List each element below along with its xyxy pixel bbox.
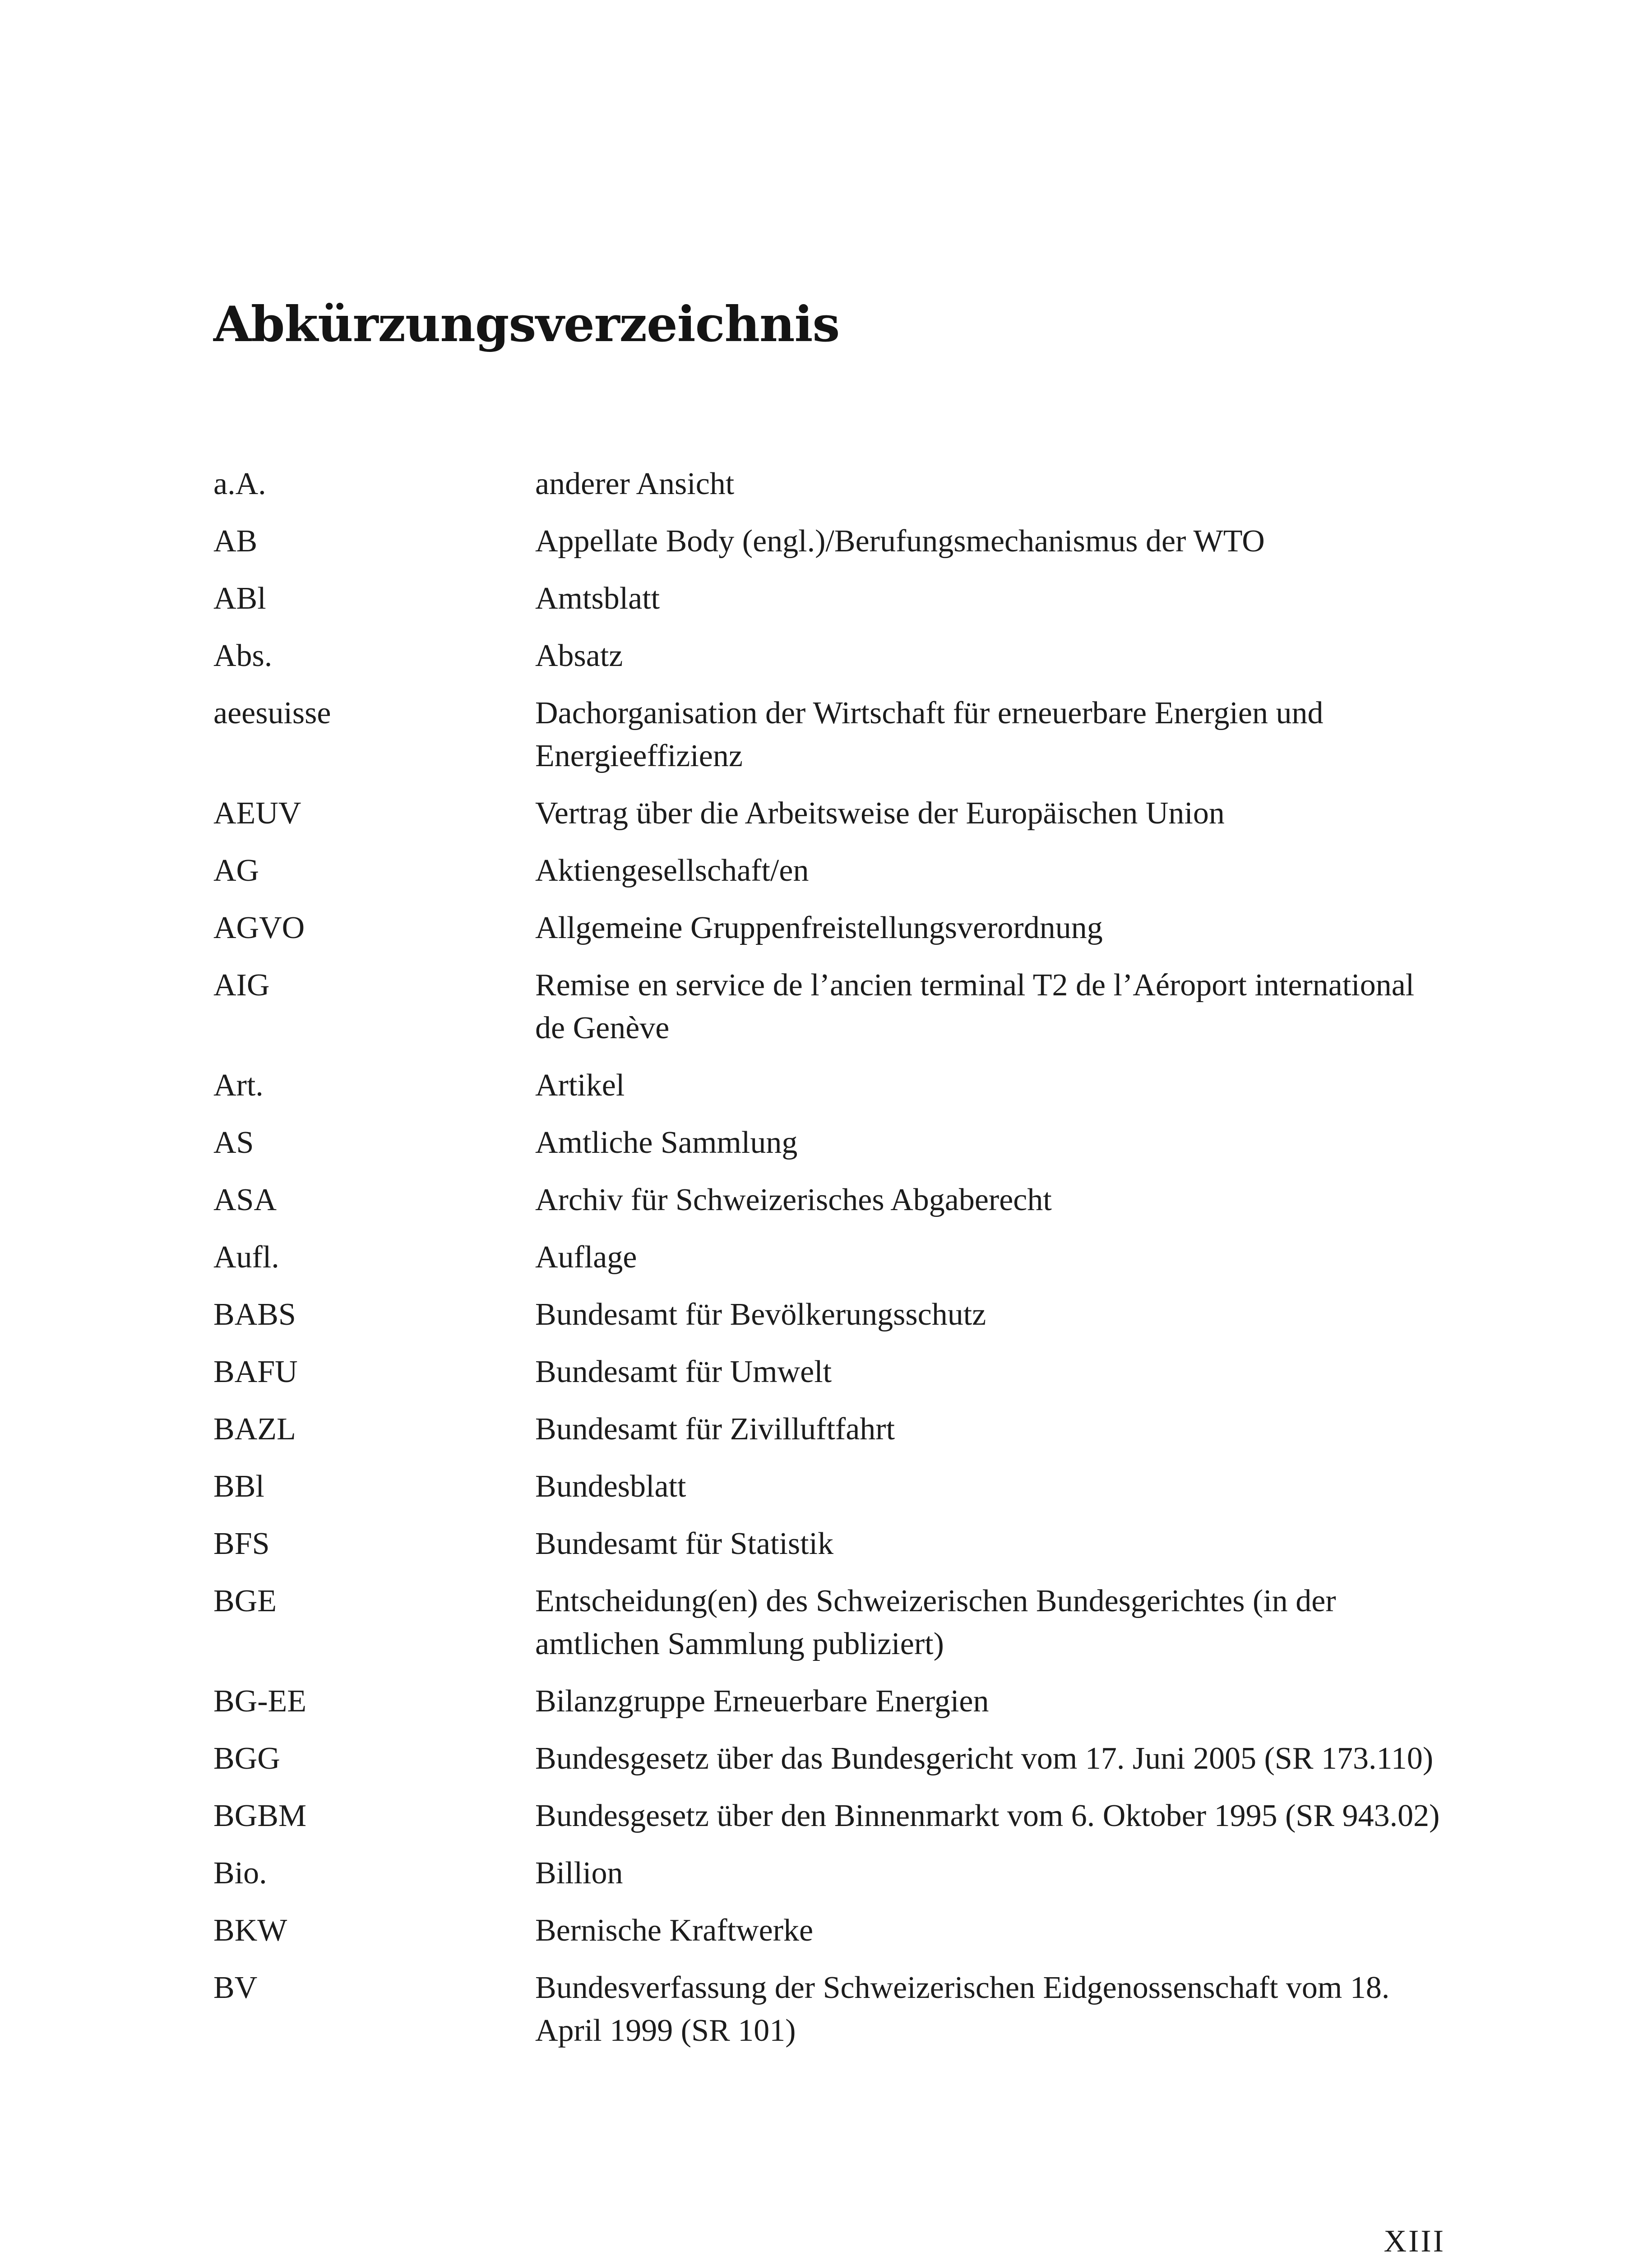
- abbreviation: BAFU: [213, 1355, 298, 1389]
- abbreviation: AG: [213, 853, 259, 888]
- list-item: [213, 1293, 1445, 1336]
- abbreviation: AS: [213, 1125, 254, 1160]
- list-item: [213, 1737, 1445, 1780]
- definition: Allgemeine Gruppenfreistellungsverordnung: [535, 911, 1103, 945]
- abbreviation: ASA: [213, 1183, 277, 1217]
- list-item: [213, 792, 1445, 835]
- list-item: [213, 1121, 1445, 1164]
- list-item: [213, 906, 1445, 949]
- definition: Bundesgesetz über den Binnenmarkt vom 6. Oktober 1995 (SR 943.02): [535, 1798, 1440, 1833]
- definition: Bundesamt für Umwelt: [535, 1355, 832, 1389]
- abbreviation: BKW: [213, 1913, 287, 1948]
- abbreviation: BGBM: [213, 1798, 307, 1833]
- definition: Amtsblatt: [535, 581, 660, 616]
- list-item: [213, 1909, 1445, 1952]
- abbreviation: AEUV: [213, 796, 301, 831]
- list-item: [213, 1350, 1445, 1393]
- abbreviation: BV: [213, 1970, 258, 2005]
- abbreviation: aeesuisse: [213, 696, 331, 730]
- definition: Aktiengesellschaft/en: [535, 853, 809, 888]
- list-item: [213, 849, 1445, 892]
- list-item: [213, 1236, 1445, 1279]
- page-number: XIII: [1384, 2224, 1445, 2256]
- list-item: [213, 964, 1445, 1049]
- definition: Remise en service de l’ancien terminal T2 de l’Aéroport international de Genève: [535, 968, 1415, 1045]
- abbreviation: Bio.: [213, 1856, 267, 1891]
- abbreviation: Abs.: [213, 638, 273, 673]
- definition: Billion: [535, 1856, 623, 1891]
- definition: Amtliche Sammlung: [535, 1125, 798, 1160]
- definition: anderer Ansicht: [535, 467, 735, 501]
- abbreviation: ABl: [213, 581, 266, 616]
- definition: Absatz: [535, 638, 623, 673]
- abbreviation: a.A.: [213, 467, 266, 501]
- definition: Bilanzgruppe Erneuerbare Energien: [535, 1684, 989, 1719]
- list-item: [213, 1580, 1445, 1665]
- abbreviation: Art.: [213, 1068, 264, 1103]
- list-item: [213, 634, 1445, 677]
- list-item: [213, 1522, 1445, 1565]
- list-item: [213, 1680, 1445, 1723]
- definition: Bundesamt für Zivilluftfahrt: [535, 1412, 895, 1447]
- list-item: [213, 1179, 1445, 1221]
- definition: Bundesamt für Statistik: [535, 1526, 834, 1561]
- page-title: Abkürzungsverzeichnis: [213, 296, 840, 353]
- definition: Bundesgesetz über das Bundesgericht vom 17. Juni 2005 (SR 173.110): [535, 1741, 1434, 1776]
- definition: Vertrag über die Arbeitsweise der Europäischen Union: [535, 796, 1225, 831]
- list-item: [213, 520, 1445, 563]
- abbreviation: BGG: [213, 1741, 280, 1776]
- abbreviation: BFS: [213, 1526, 270, 1561]
- abbreviation: AB: [213, 524, 258, 559]
- definition: Entscheidung(en) des Schweizerischen Bundesgerichtes (in der amtlichen Sammlung publiziert): [535, 1584, 1336, 1661]
- list-item: [213, 1966, 1445, 2052]
- list-item: [213, 1465, 1445, 1508]
- list-item: [213, 1852, 1445, 1895]
- definition: Bundesverfassung der Schweizerischen Eidgenossenschaft vom 18. April 1999 (SR 101): [535, 1970, 1390, 2048]
- definition: Bundesamt für Bevölkerungsschutz: [535, 1297, 986, 1332]
- list-item: [213, 462, 1445, 505]
- abbreviation: BBl: [213, 1469, 264, 1504]
- list-item: [213, 1064, 1445, 1107]
- definition: Artikel: [535, 1068, 625, 1103]
- list-item: [213, 1408, 1445, 1451]
- definition: Bundesblatt: [535, 1469, 686, 1504]
- list-item: [213, 692, 1445, 777]
- list-item: [213, 1794, 1445, 1837]
- definition: Appellate Body (engl.)/Berufungsmechanismus der WTO: [535, 524, 1265, 559]
- abbreviation-list: [213, 462, 1445, 2066]
- abbreviation: BABS: [213, 1297, 296, 1332]
- definition: Archiv für Schweizerisches Abgaberecht: [535, 1183, 1052, 1217]
- abbreviation: BG-EE: [213, 1684, 307, 1719]
- abbreviation: BAZL: [213, 1412, 296, 1447]
- definition: Dachorganisation der Wirtschaft für erneuerbare Energien und Energieeffizienz: [535, 696, 1323, 773]
- abbreviation: Aufl.: [213, 1240, 279, 1275]
- definition: Auflage: [535, 1240, 637, 1275]
- abbreviation: AIG: [213, 968, 270, 1003]
- list-item: [213, 577, 1445, 620]
- definition: Bernische Kraftwerke: [535, 1913, 814, 1948]
- abbreviation: BGE: [213, 1584, 277, 1618]
- abbreviation: AGVO: [213, 911, 305, 945]
